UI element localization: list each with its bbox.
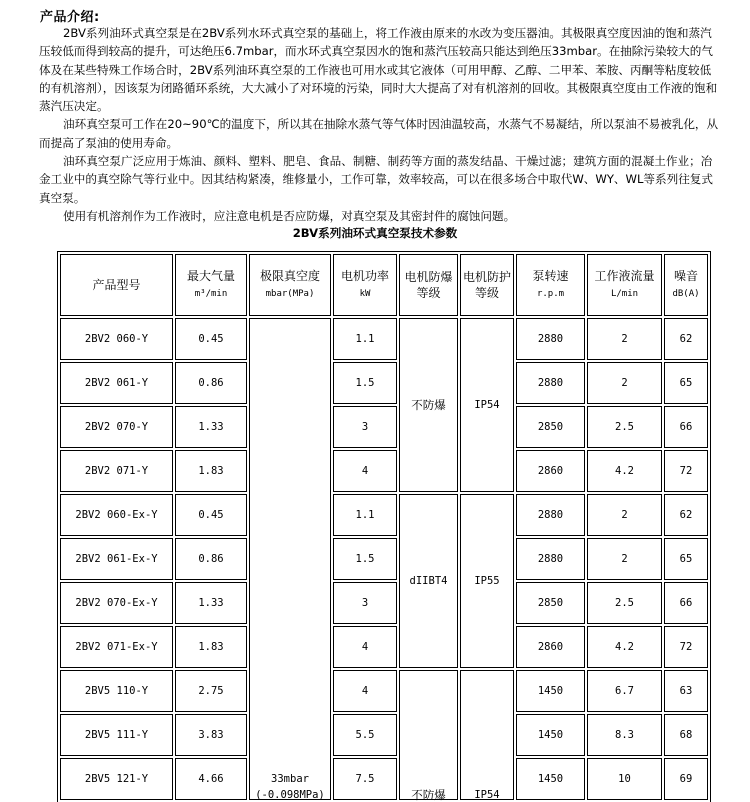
cell-noise: 65 [664,538,708,580]
header-ultimate-vacuum: 极限真空度 mbar(MPa) [249,254,331,316]
table-header-row [60,254,708,316]
cell-liquid: 2 [587,362,662,404]
cell-model: 2BV2 061-Y [60,362,173,404]
cell-vacuum [249,318,331,800]
cell-explosion-grade: dIIBT4 [399,494,458,668]
table-row [60,538,708,580]
cell-noise: 66 [664,582,708,624]
cell-noise: 72 [664,626,708,668]
header-max-flow: 最大气量 m³/min [175,254,247,316]
cell-flow: 1.83 [175,450,247,492]
cell-noise: 66 [664,406,708,448]
table-row [60,758,708,800]
table-row [60,362,708,404]
cell-flow: 4.66 [175,758,247,800]
cell-noise: 62 [664,494,708,536]
cell-noise: 62 [664,318,708,360]
section-title: 产品介绍: [40,10,100,25]
cell-explosion-grade: 不防爆 [399,318,458,492]
header-liquid-flow: 工作液流量 L/min [587,254,662,316]
header-motor-power: 电机功率 kW [333,254,397,316]
vacuum-mbar: 33mbar [271,773,309,785]
cell-speed: 2860 [516,450,585,492]
table-row [60,450,708,492]
cell-flow: 0.86 [175,538,247,580]
cell-flow: 2.75 [175,670,247,712]
cell-power: 3 [333,406,397,448]
table-row [60,670,708,712]
cell-liquid: 2 [587,538,662,580]
cell-model: 2BV2 071-Y [60,450,173,492]
table-row [60,582,708,624]
cell-flow: 1.83 [175,626,247,668]
table-row [60,714,708,756]
cell-protection-grade: IP54 [460,670,514,800]
cell-flow: 1.33 [175,582,247,624]
table-row [60,318,708,360]
cell-speed: 2880 [516,318,585,360]
cell-speed: 2850 [516,406,585,448]
cell-flow: 0.45 [175,318,247,360]
cell-power: 4 [333,626,397,668]
intro-paragraph: 油环真空泵广泛应用于炼油、颜料、塑料、肥皂、食品、制糖、制药等方面的蒸发结晶、干燥过滤；建筑方面的混凝土作业；冶金工业中的真空除气等行业中。因其结构紧凑，维修量小，工作可靠，效率较高，可以在很多场合中取代W、WY、WL等系列往复式真空泵。 [39,154,713,205]
cell-noise: 72 [664,450,708,492]
cell-model: 2BV5 111-Y [60,714,173,756]
header-model: 产品型号 [60,254,173,316]
cell-explosion-grade: 不防爆 [399,670,458,800]
cell-noise: 63 [664,670,708,712]
cell-flow: 3.83 [175,714,247,756]
vacuum-mpa: (-0.098MPa) [255,789,325,801]
intro-paragraph: 油环真空泵可工作在20~90℃的温度下，所以其在抽除水蒸气等气体时因油温较高，水蒸气不易凝结，所以泵油不易被乳化，从而提高了泵油的使用寿命。 [39,117,719,150]
cell-speed: 2880 [516,538,585,580]
cell-liquid: 6.7 [587,670,662,712]
cell-speed: 2850 [516,582,585,624]
cell-speed: 2860 [516,626,585,668]
cell-power: 1.1 [333,318,397,360]
cell-power: 1.5 [333,538,397,580]
cell-protection-grade: IP54 [460,318,514,492]
table-row [60,494,708,536]
cell-speed: 1450 [516,758,585,800]
cell-flow: 1.33 [175,406,247,448]
cell-protection-grade: IP55 [460,494,514,668]
cell-model: 2BV2 071-Ex-Y [60,626,173,668]
intro-paragraph: 使用有机溶剂作为工作液时，应注意电机是否应防爆，对真空泵及其密封件的腐蚀问题。 [63,208,516,223]
cell-model: 2BV2 070-Y [60,406,173,448]
table-row [60,406,708,448]
table-title: 2BV系列油环式真空泵技术参数 [292,226,458,240]
table-row [60,626,708,668]
cell-speed: 2880 [516,494,585,536]
cell-power: 1.5 [333,362,397,404]
cell-model: 2BV2 061-Ex-Y [60,538,173,580]
cell-liquid: 2 [587,318,662,360]
header-pump-speed: 泵转速 r.p.m [516,254,585,316]
cell-noise: 69 [664,758,708,800]
cell-flow: 0.86 [175,362,247,404]
cell-speed: 1450 [516,670,585,712]
cell-power: 4 [333,670,397,712]
cell-liquid: 8.3 [587,714,662,756]
cell-liquid: 2.5 [587,406,662,448]
spec-table [57,251,711,802]
cell-model: 2BV2 060-Y [60,318,173,360]
cell-speed: 1450 [516,714,585,756]
cell-model: 2BV5 110-Y [60,670,173,712]
cell-model: 2BV2 060-Ex-Y [60,494,173,536]
cell-noise: 68 [664,714,708,756]
cell-power: 4 [333,450,397,492]
cell-liquid: 4.2 [587,626,662,668]
cell-speed: 2880 [516,362,585,404]
cell-power: 1.1 [333,494,397,536]
cell-liquid: 10 [587,758,662,800]
cell-model: 2BV2 070-Ex-Y [60,582,173,624]
cell-noise: 65 [664,362,708,404]
cell-liquid: 2 [587,494,662,536]
cell-power: 3 [333,582,397,624]
cell-power: 7.5 [333,758,397,800]
intro-paragraph: 2BV系列油环式真空泵是在2BV系列水环式真空泵的基础上，将工作液由原来的水改为变压器油。其极限真空度因油的饱和蒸汽压较低而得到较高的提升，可达绝压6.7mbar，而水环式真空泵因水的饱和蒸汽压较高只能达到绝压33mbar。在抽除污染较大的气体及在某些特殊工作场合时，2BV系列油环真空泵的工作液也可用水或其它液体（可用甲醇、乙醇、二甲苯、苯胺、丙酮等粘度较低的有机溶剂），因该泵为闭路循环系统，大大减小了对环境的污染，同时大大提高了对有机溶剂的回收。其极限真空度由工作液的饱和蒸汽压决定。 [39,26,718,114]
header-protection-grade: 电机防护等级 [460,254,514,316]
cell-model: 2BV5 121-Y [60,758,173,800]
header-noise: 噪音 dB(A) [664,254,708,316]
cell-flow: 0.45 [175,494,247,536]
cell-power: 5.5 [333,714,397,756]
intro-text [39,24,720,225]
header-explosion-grade: 电机防爆等级 [399,254,458,316]
cell-liquid: 2.5 [587,582,662,624]
cell-liquid: 4.2 [587,450,662,492]
